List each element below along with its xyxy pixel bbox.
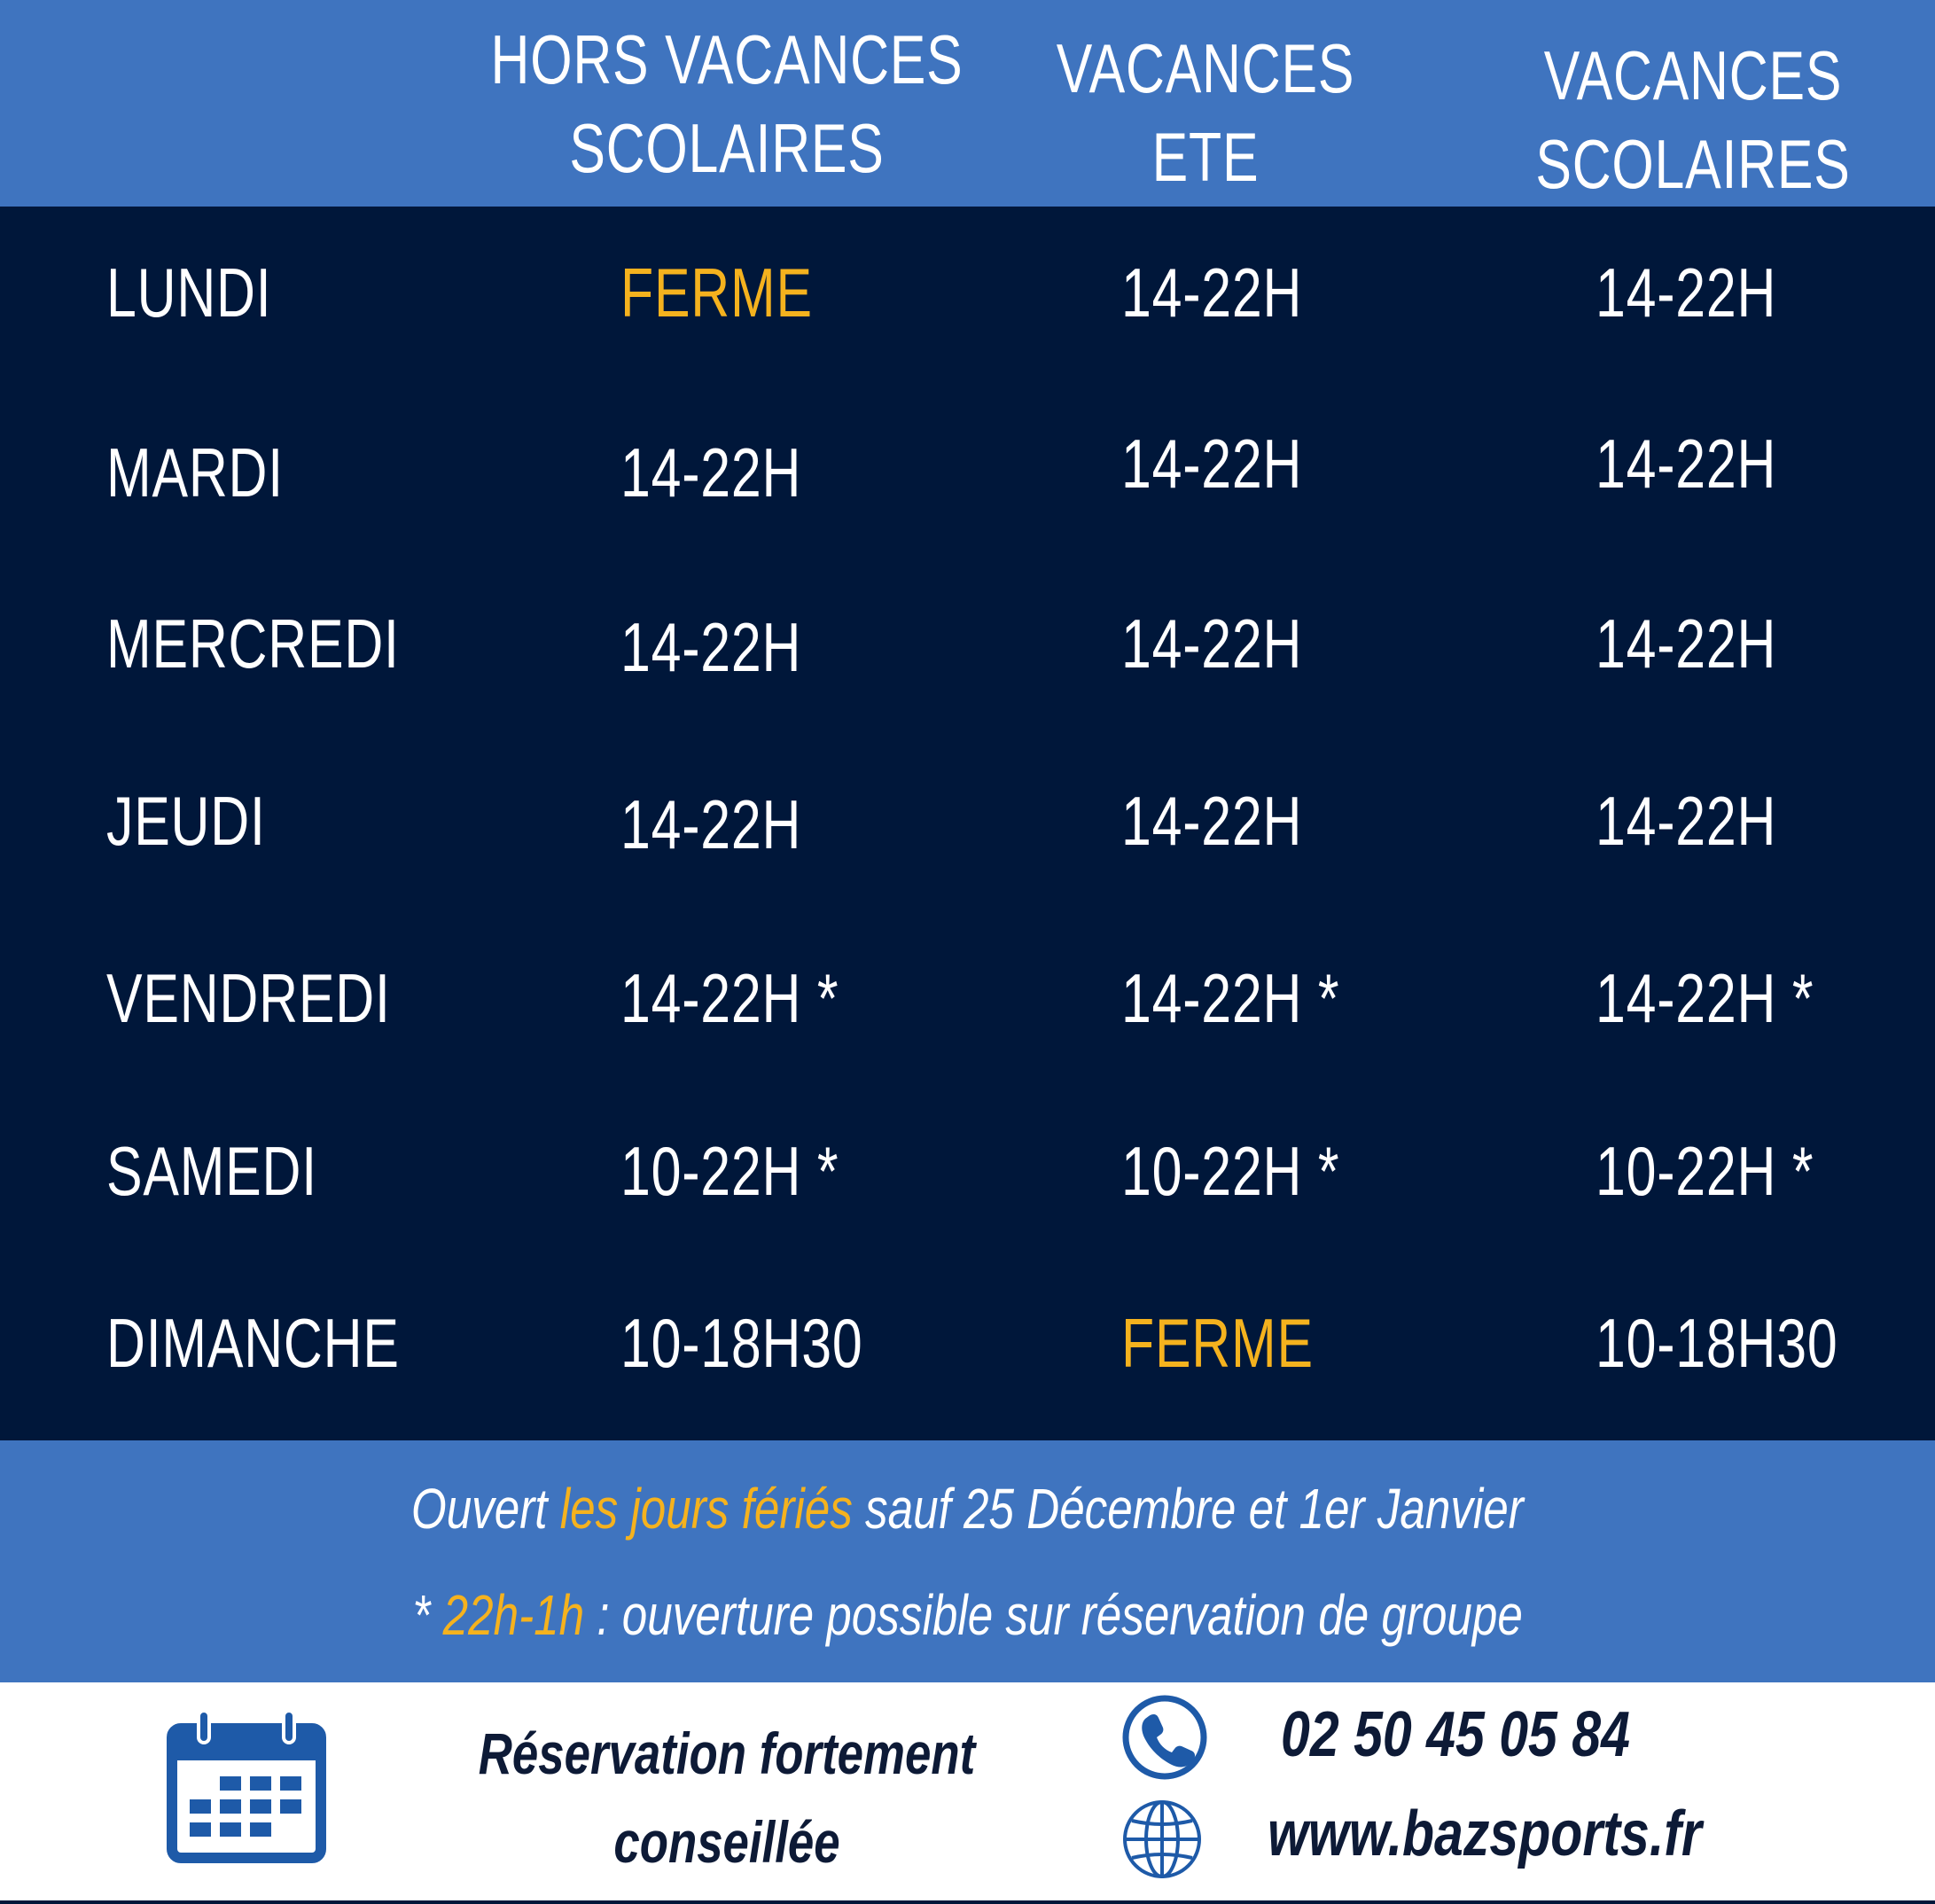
hours-hors-vacances: 14-22H * — [620, 959, 839, 1037]
hours-vacances-scolaires: 14-22H — [1596, 254, 1777, 332]
table-row — [0, 1118, 1935, 1224]
table-row — [0, 590, 1935, 697]
column-header-vacances-scolaires — [1520, 16, 1866, 222]
hours-hors-vacances: 10-22H * — [620, 1132, 839, 1210]
hours-vacances-ete: 14-22H * — [1121, 959, 1340, 1037]
day-label: DIMANCHE — [106, 1304, 400, 1382]
notes-band — [0, 1440, 1935, 1682]
contact-footer — [0, 1682, 1935, 1904]
table-row — [0, 768, 1935, 874]
holidays-note-prefix: Ouvert — [411, 1477, 560, 1541]
hours-vacances-scolaires: 14-22H * — [1596, 959, 1814, 1037]
holidays-note-highlight: les jours fériés — [559, 1477, 853, 1541]
globe-icon — [1120, 1798, 1204, 1881]
hours-vacances-scolaires: 14-22H — [1596, 425, 1777, 503]
table-row — [0, 1290, 1935, 1396]
hours-vacances-scolaires: 10-22H * — [1596, 1132, 1814, 1210]
hours-hors-vacances: 14-22H — [620, 785, 802, 863]
website-link[interactable]: www.bazsports.fr — [1268, 1799, 1702, 1869]
reservation-line1: Réservation fortement — [478, 1721, 976, 1786]
reservation-notice — [408, 1709, 1046, 1886]
day-label: VENDREDI — [106, 959, 391, 1037]
hours-vacances-ete: 14-22H — [1121, 782, 1303, 860]
hours-hors-vacances: FERME — [620, 254, 813, 332]
hours-vacances-ete: FERME — [1121, 1304, 1314, 1382]
hours-hors-vacances: 14-22H — [620, 433, 802, 511]
phone-icon — [1120, 1693, 1209, 1782]
hours-vacances-ete: 14-22H — [1121, 425, 1303, 503]
column-header-line2: SCOLAIRES — [1535, 124, 1851, 203]
schedule-header — [0, 0, 1935, 207]
column-header-vacances-ete — [1033, 9, 1378, 215]
column-header-line2: ETE — [1151, 117, 1260, 196]
column-header-line2: SCOLAIRES — [569, 108, 885, 187]
day-label: MARDI — [106, 433, 284, 511]
day-label: JEUDI — [106, 782, 266, 860]
late-opening-suffix: : ouverture possible sur réservation de groupe — [583, 1583, 1523, 1647]
hours-vacances-scolaires: 10-18H30 — [1596, 1304, 1838, 1382]
footer-divider — [0, 1900, 1935, 1904]
calendar-icon — [165, 1709, 328, 1865]
hours-vacances-scolaires: 14-22H — [1596, 605, 1777, 683]
day-label: SAMEDI — [106, 1132, 317, 1210]
late-opening-note — [0, 1582, 1935, 1648]
column-header-hors-vacances — [490, 0, 964, 207]
column-header-line1: HORS VACANCES — [490, 20, 964, 98]
day-label: MERCREDI — [106, 605, 400, 683]
late-opening-highlight: 22h-1h — [442, 1583, 584, 1647]
table-row — [0, 945, 1935, 1051]
hours-hors-vacances: 10-18H30 — [620, 1304, 863, 1382]
schedule-table — [0, 207, 1935, 1440]
reservation-line2: conseillée — [613, 1809, 840, 1875]
hours-vacances-scolaires: 14-22H — [1596, 782, 1777, 860]
column-header-line1: VACANCES — [1056, 28, 1355, 107]
table-row — [0, 239, 1935, 346]
holidays-note-suffix: sauf 25 Décembre et 1er Janvier — [852, 1477, 1524, 1541]
late-opening-prefix: * — [412, 1583, 443, 1647]
hours-vacances-ete: 14-22H — [1121, 254, 1303, 332]
hours-hors-vacances: 14-22H — [620, 608, 802, 686]
day-label: LUNDI — [106, 254, 272, 332]
table-row — [0, 410, 1935, 517]
hours-vacances-ete: 14-22H — [1121, 605, 1303, 683]
holidays-note — [0, 1476, 1935, 1541]
column-header-line1: VACANCES — [1543, 35, 1843, 114]
hours-vacances-ete: 10-22H * — [1121, 1132, 1340, 1210]
phone-number[interactable]: 02 50 45 05 84 — [1281, 1699, 1630, 1770]
